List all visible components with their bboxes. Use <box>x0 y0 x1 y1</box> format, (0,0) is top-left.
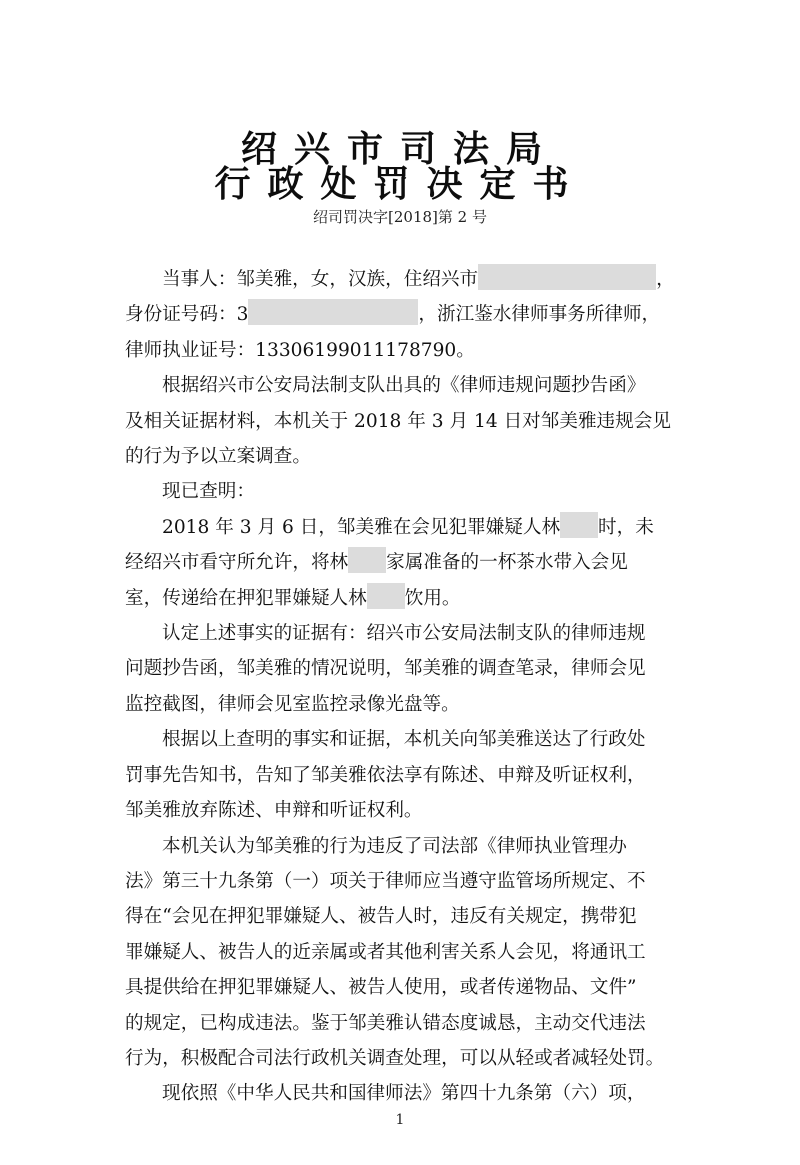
notice-line-1: 根据以上查明的事实和证据，本机关向邹美雅送达了行政处 <box>162 729 646 751</box>
basis-line-2: 及相关证据材料，本机关于 2018 年 3 月 14 日对邹美雅违规会见 <box>125 410 671 432</box>
decision-line-1: 现依照《中华人民共和国律师法》第四十九条第（六）项， <box>162 1083 646 1105</box>
evidence-line-2: 问题抄告函，邹美雅的情况说明，邹美雅的调查笔录，律师会见 <box>125 658 646 680</box>
facts-text: 时，未 <box>598 516 654 538</box>
redacted-name <box>560 512 598 538</box>
party-text: ， <box>656 269 675 290</box>
finding-line-6: 的规定，已构成违法。鉴于邹美雅认错态度诚恳，主动交代违法 <box>125 1012 646 1034</box>
evidence-line-3: 监控截图，律师会见室监控录像光盘等。 <box>125 693 460 715</box>
finding-line-1: 本机关认为邹美雅的行为违反了司法部《律师执业管理办 <box>162 835 627 857</box>
finding-line-3: 得在“会见在押犯罪嫌疑人、被告人时，违反有关规定，携带犯 <box>125 906 637 928</box>
document-title-agency: 绍兴市司法局 <box>240 129 559 170</box>
party-line-1 <box>125 262 703 297</box>
facts-line-1 <box>125 510 703 545</box>
found-heading: 现已查明： <box>162 481 255 503</box>
document-number: 绍司罚决字[2018]第 2 号 <box>313 208 487 226</box>
party-text: 当事人：邹美雅，女，汉族，住绍兴市 <box>162 269 479 290</box>
notice-line-3: 邹美雅放弃陈述、申辩和听证权利。 <box>125 800 423 822</box>
evidence-line-1: 认定上述事实的证据有：绍兴市公安局法制支队的律师违规 <box>162 623 646 645</box>
party-line-2 <box>125 297 703 332</box>
basis-line-3: 的行为予以立案调查。 <box>125 446 311 468</box>
document-title-type: 行政处罚决定书 <box>214 164 586 205</box>
party-text: ，浙江鉴水律师事务所律师， <box>418 304 661 326</box>
page-number: 1 <box>395 1112 405 1128</box>
facts-text: 经绍兴市看守所允许，将林 <box>125 552 349 574</box>
redacted-id-number <box>248 299 418 325</box>
facts-text: 2018 年 3 月 6 日，邹美雅在会见犯罪嫌疑人林 <box>162 516 561 538</box>
facts-text: 家属准备的一杯茶水带入会见 <box>386 552 628 574</box>
facts-line-2 <box>125 545 703 580</box>
finding-line-7: 行为，积极配合司法行政机关调查处理，可以从轻或者减轻处罚。 <box>125 1047 665 1069</box>
party-text: 身份证号码：3 <box>125 304 249 326</box>
facts-text: 室，传递给在押犯罪嫌疑人林 <box>125 587 367 609</box>
redacted-address <box>478 264 656 290</box>
facts-line-3 <box>125 581 703 616</box>
finding-line-2: 法》第三十九条第（一）项关于律师应当遵守监管场所规定、不 <box>125 870 646 892</box>
finding-line-4: 罪嫌疑人、被告人的近亲属或者其他利害关系人会见，将通讯工 <box>125 941 646 963</box>
notice-line-2: 罚事先告知书，告知了邹美雅依法享有陈述、申辩及听证权利， <box>125 764 646 786</box>
document-body <box>125 262 703 1112</box>
party-line-3: 律师执业证号：13306199011178790。 <box>125 339 475 361</box>
facts-text: 饮用。 <box>404 587 461 609</box>
basis-line-1: 根据绍兴市公安局法制支队出具的《律师违规问题抄告函》 <box>162 375 646 397</box>
redacted-name <box>348 547 386 573</box>
redacted-name <box>367 583 405 609</box>
finding-line-5: 具提供给在押犯罪嫌疑人、被告人使用，或者传递物品、文件” <box>125 977 637 999</box>
